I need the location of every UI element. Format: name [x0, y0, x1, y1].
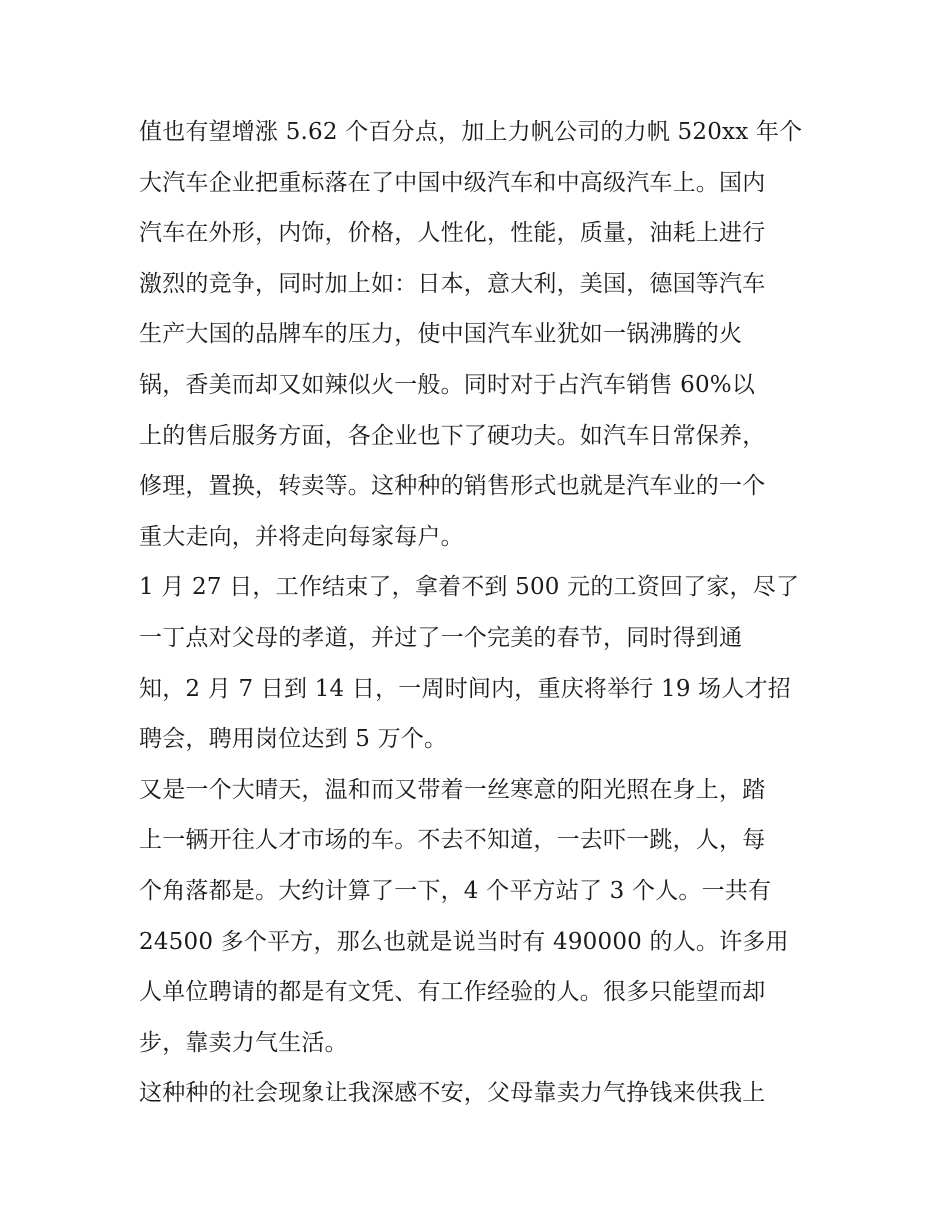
text-line: 汽车在外形，内饰，价格，人性化，性能，质量，油耗上进行 — [139, 220, 766, 247]
text-line: 上一辆开往人才市场的车。不去不知道，一去吓一跳，人，每 — [139, 827, 766, 854]
text-line: 值也有望增涨 5.62 个百分点，加上力帆公司的力帆 520xx 年个 — [139, 119, 803, 145]
paragraph-talent-market — [139, 765, 813, 1069]
text-line: 人单位聘请的都是有文凭、有工作经验的人。很多只能望而却 — [139, 979, 766, 1006]
paragraph-job-fair-notice — [139, 562, 813, 764]
document-body — [139, 107, 813, 1119]
text-line: 修理，置换，转卖等。这种种的销售形式也就是汽车业的一个 — [139, 473, 766, 500]
paragraph-social-reflection — [139, 1068, 813, 1119]
text-line: 个角落都是。大约计算了一下，4 个平方站了 3 个人。一共有 — [139, 877, 772, 904]
text-line: 一丁点对父母的孝道，并过了一个完美的春节，同时得到通 — [139, 624, 743, 651]
text-line: 知，2 月 7 日到 14 日，一周时间内，重庆将举行 19 场人才招 — [139, 675, 791, 702]
text-line: 1 月 27 日，工作结束了，拿着不到 500 元的工资回了家，尽了 — [139, 574, 800, 601]
text-line: 24500 多个平方，那么也就是说当时有 490000 的人。许多用 — [139, 928, 789, 955]
text-line: 大汽车企业把重标落在了中国中级汽车和中高级汽车上。国内 — [139, 169, 766, 196]
paragraph-auto-industry — [139, 107, 813, 562]
text-line: 这种种的社会现象让我深感不安，父母靠卖力气挣钱来供我上 — [139, 1080, 766, 1107]
text-line: 生产大国的品牌车的压力，使中国汽车业犹如一锅沸腾的火 — [139, 321, 743, 348]
text-line: 步，靠卖力气生活。 — [139, 1029, 348, 1056]
text-line: 锅，香美而却又如辣似火一般。同时对于占汽车销售 60%以 — [139, 371, 756, 398]
text-line: 重大走向，并将走向每家每户。 — [139, 523, 464, 550]
text-line: 激烈的竞争，同时加上如：日本，意大利，美国，德国等汽车 — [139, 270, 766, 297]
text-line: 上的售后服务方面，各企业也下了硬功夫。如汽车日常保养， — [139, 422, 766, 449]
text-line: 又是一个大晴天，温和而又带着一丝寒意的阳光照在身上，踏 — [139, 776, 766, 803]
text-line: 聘会，聘用岗位达到 5 万个。 — [139, 726, 448, 753]
